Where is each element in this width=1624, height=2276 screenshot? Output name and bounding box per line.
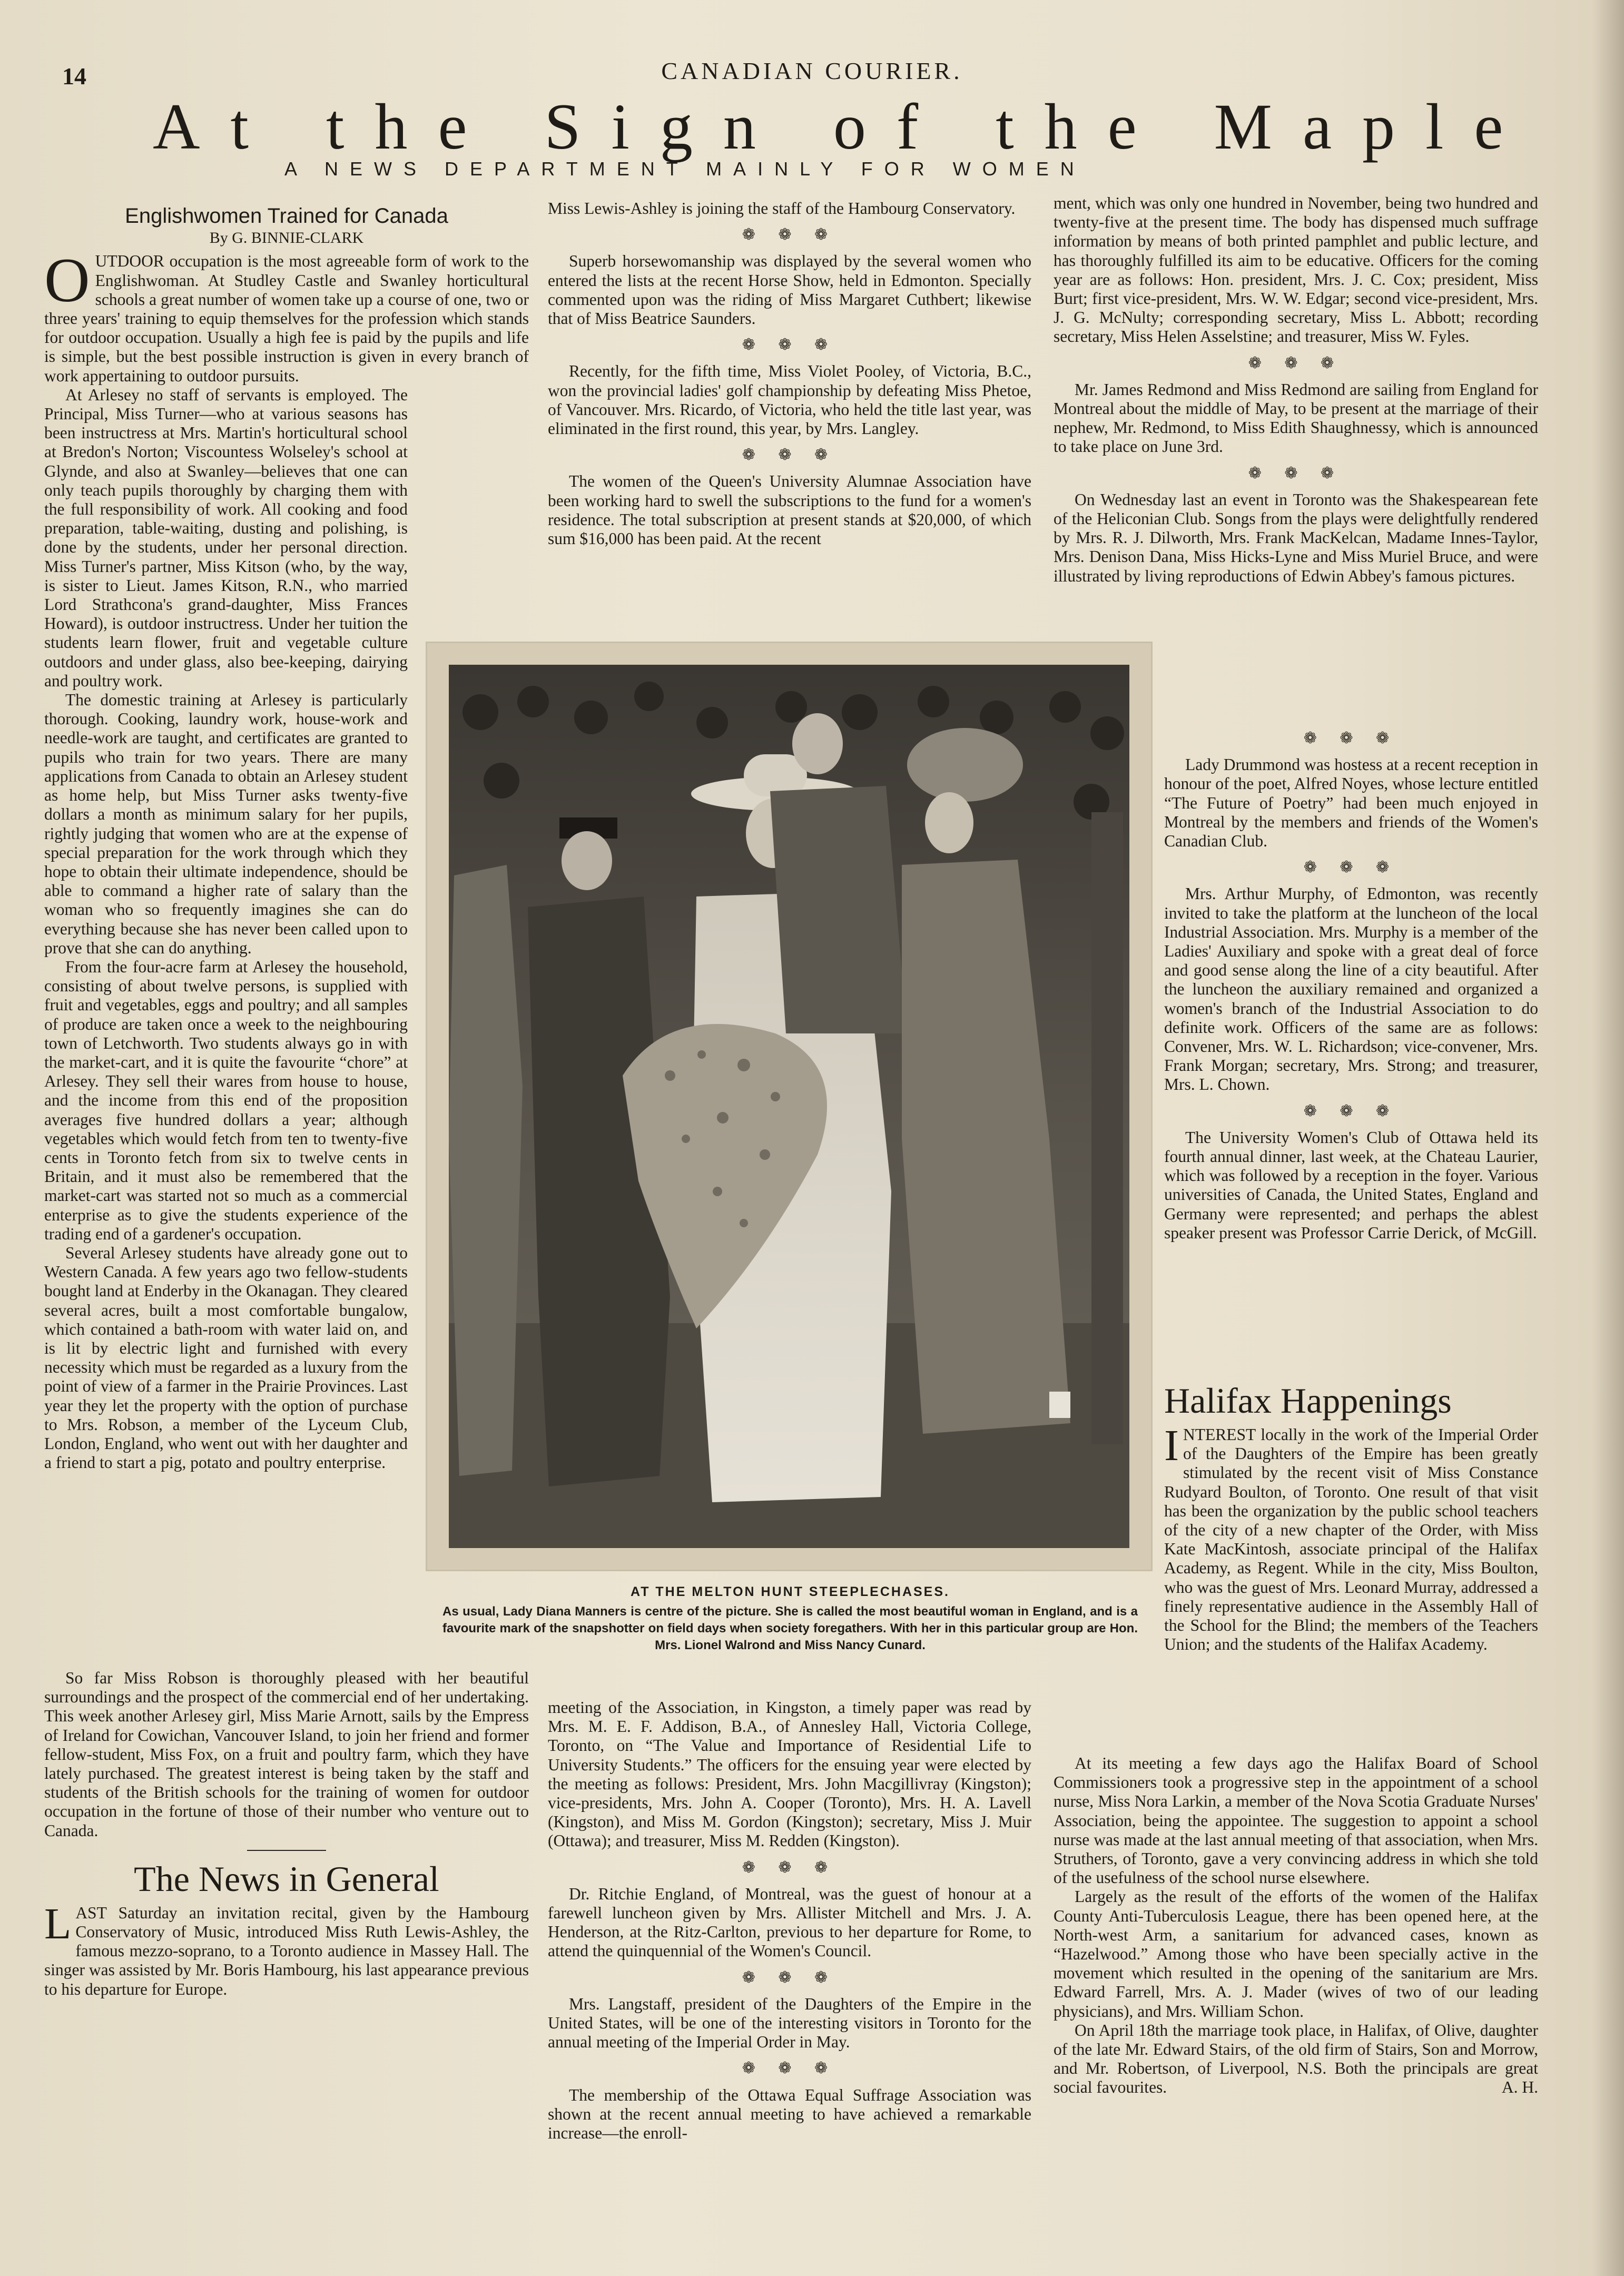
news-paragraph: The University Women's Club of Ottawa held its fourth annual dinner, last week, at the Chateau Laurier, which was followed by a reception in the foyer. Various universities of Canada, the United States, England and Germany were represented; and perhaps the ablest speaker present was Professor Carrie Derick, of McGill.: [1164, 1128, 1538, 1242]
drop-cap: O: [44, 245, 90, 316]
signoff: A. H.: [1501, 2078, 1538, 2097]
ornament: ❁ ❁ ❁: [1303, 1102, 1399, 1120]
ornament: ❁ ❁ ❁: [742, 446, 838, 464]
drop-cap: I: [1164, 1421, 1179, 1470]
news-paragraph: meeting of the Association, in Kingston, a timely paper was read by Mrs. M. E. F. Addison, B.A., of Annesley Hall, Victoria College, Toronto, on “The Value and Importance of Residential Life to University Students.” The officers for the ensuing year were elected by the meeting as follows: President, Mrs. John Macgillivray (Kingston); vice-presidents, Mrs. John A. Cooper (Toronto), Mrs. H. A. Lavell (Kingston), and Miss M. Gordon (Kingston); secretary, Miss J. Muir (Ottawa); and treasurer, Miss M. Redden (Kingston).: [548, 1698, 1031, 1850]
news-paragraph: Largely as the result of the efforts of the women of the Halifax County Anti-Tuberculosis League, there has been opened here, at the North-west Arm, a sanitarium for advanced cases, known as “Hazelwood.” Among those who have been specially active in the movement which resulted in the opening of the sanitarium are Mrs. Edward Farrell, Mrs. A. J. Mader (wives of two of our leading physicians), and Mrs. William Schon.: [1054, 1887, 1538, 2021]
news-paragraph: The women of the Queen's University Alumnae Association have been working hard to swell the subscriptions to the fund for a women's residence. The total subscription at present stands at $20,000, of which sum $16,000 has been paid. At the recent: [548, 472, 1031, 548]
section-masthead: At the Sign of the Maple: [153, 91, 1534, 163]
divider: [247, 1850, 326, 1851]
article-title: Englishwomen Trained for Canada: [125, 204, 448, 228]
ornament: ❁ ❁ ❁: [1248, 354, 1344, 372]
news-paragraph: Recently, for the fifth time, Miss Violet Pooley, of Victoria, B.C., won the provincial ladies' golf championship by defeating Miss Phetoe, of Vancouver. Mrs. Ricardo, of Victoria, who held the title last year, was eliminated in the first round, this year, by Mrs. Langley.: [548, 362, 1031, 438]
running-head: CANADIAN COURIER.: [661, 57, 963, 84]
ornament: ❁ ❁ ❁: [742, 226, 838, 244]
article-paragraph: At Arlesey no staff of servants is employed. The Principal, Miss Turner—who at various seasons has been instructress at Mrs. Martin's horticultural school at Bredon's Norton; Viscountess Wolseley's school at Glynde, and also at Swanley—believes that one can only teach pupils thoroughly by charging them with the full responsibility of work. All cooking and food preparation, table-waiting, dusting and polishing, is done by the students, under her personal direction. Miss Turner's partner, Miss Kitson (who, by the way, is sister to Lieut. James Kitson, R.N., who married Lord Strathcona's grand-daughter, Miss Frances Howard), is outdoor instructress. Under her tuition the students learn flower, fruit and vegetable culture outdoors and under glass, also bee-keeping, dairying and poultry work.: [44, 385, 408, 690]
halifax-section: [1164, 1380, 1538, 1654]
column-2-top: [548, 199, 1031, 548]
photo-caption: [442, 1583, 1138, 1654]
news-paragraph: Superb horsewomanship was displayed by the several women who entered the lists at the recent Horse Show, held in Edmonton. Specially commented upon was the riding of Miss Margaret Cuthbert; likewise that of Miss Beatrice Saunders.: [548, 252, 1031, 328]
column-2-bottom: [548, 1698, 1031, 2143]
news-paragraph: LAST Saturday an invitation recital, given by the Hambourg Conservatory of Music, introduced Miss Ruth Lewis-Ashley, the famous mezzo-soprano, to a Toronto audience in Massey Hall. The singer was assisted by Mr. Boris Hambourg, his last appearance previous to his departure for Europe.: [44, 1899, 529, 1998]
binding-shadow: [1592, 0, 1624, 2276]
news-paragraph: ment, which was only one hundred in November, being two hundred and twenty-five at the present time. The body has dispensed much suffrage information by means of both printed pamphlet and public lecture, and has thoroughly fulfilled its aim to be educative. Officers for the coming year are as follows: Hon. president, Mrs. J. C. Cox; president, Miss Burt; first vice-president, Mrs. W. W. Edgar; second vice-president, Mrs. J. G. McNulty; corresponding secretary, Miss L. Abbott; recording secretary, Miss Helen Asselstine; and treasurer, Miss W. Fyles.: [1054, 194, 1538, 346]
ornament: ❁ ❁ ❁: [742, 1858, 838, 1876]
news-paragraph: Miss Lewis-Ashley is joining the staff of the Hambourg Conservatory.: [548, 199, 1016, 218]
caption-title: AT THE MELTON HUNT STEEPLECHASES.: [631, 1584, 950, 1599]
news-paragraph: Mr. James Redmond and Miss Redmond are sailing from England for Montreal about the middle of May, to be present at the marriage of their nephew, Mr. Redmond, to Miss Edith Shaughnessy, which is announced to take place on June 3rd.: [1054, 380, 1538, 456]
column-1-lower: [44, 1669, 529, 1999]
halifax-section-lower: [1054, 1754, 1538, 2097]
news-paragraph: Dr. Ritchie England, of Montreal, was the guest of honour at a farewell luncheon given by Mrs. Allister Mitchell and Mrs. J. A. Henderson, at the Ritz-Carlton, previous to her departure for Rome, to attend the quinquennial of the Women's Council.: [548, 1884, 1031, 1960]
ornament: ❁ ❁ ❁: [1303, 730, 1399, 747]
article-paragraph: Several Arlesey students have already gone out to Western Canada. A few years ago two fellow-students bought land at Enderby in the Okanagan. They cleared several acres, built a most comfortable bungalow, which contained a bath-room with water laid on, and is lit by electric light and furnished with every necessity which must be regarded as a luxury from the point of view of a farmer in the Prairie Provinces. Last year they let the property with the option of purchase to Mrs. Robson, a member of the Lyceum Club, London, England, who went out with her daughter and a friend to start a pig, potato and poultry enterprise.: [44, 1243, 408, 1472]
news-title: The News in General: [134, 1858, 439, 1899]
news-paragraph: Mrs. Arthur Murphy, of Edmonton, was recently invited to take the platform at the luncheon of the local Industrial Association. Mrs. Murphy is a member of the Ladies' Auxiliary and spoke with a great deal of force and good sense along the line of a city beautiful. After the luncheon the auxiliary remained and organized a women's branch of the Industrial Association to do definite work. Officers of the same are as follows: Convener, Mrs. W. L. Richardson; vice-convener, Mrs. Frank Morgan; secretary, Mrs. Strong; and treasurer, Mrs. L. Chown.: [1164, 884, 1538, 1094]
article-paragraph: OUTDOOR occupation is the most agreeable form of work to the Englishwoman. At Studley Castle and Swanley horticultural schools a great number of women take up a course of one, two or three years' training to equip themselves for the profession which stands for outdoor occupation. Usually a high fee is paid by the pupils and life is simple, but the best possible instruction is given in every branch of work appertaining to outdoor pursuits.: [44, 245, 529, 385]
ornament: ❁ ❁ ❁: [1303, 859, 1399, 876]
news-paragraph: INTEREST locally in the work of the Imperial Order of the Daughters of the Empire has been greatly stimulated by the recent visit of Miss Constance Rudyard Boulton, of Toronto. One result of that visit has been the organization by the public school teachers of the city of a new chapter of the Order, with Miss Kate MacKintosh, associate principal of the Halifax Academy, as Regent. While in the city, Miss Boulton, who was the guest of Mrs. Leonard Murray, addressed a finely representative audience in the Assembly Hall of the School for the Blind; the members of the Teachers Union; and the students of the Halifax Academy.: [1164, 1421, 1538, 1654]
ornament: ❁ ❁ ❁: [742, 2060, 838, 2077]
news-paragraph: At its meeting a few days ago the Halifax Board of School Commissioners took a progressive step in the appointment of a school nurse, Miss Nora Larkin, a member of the Nova Scotia Graduate Nurses' Association, being the appointee. The suggestion to appoint a school nurse was made at the last annual meeting of that association, when Mrs. Struthers, of Toronto, gave a very convincing address in which she told of the usefulness of the school nurse elsewhere.: [1054, 1754, 1538, 1887]
news-paragraph: Lady Drummond was hostess at a recent reception in honour of the poet, Alfred Noyes, whose lecture entitled “The Future of Poetry” had been much enjoyed in Montreal by the members and friends of the Women's Canadian Club.: [1164, 755, 1538, 851]
column-3-narrow: [1164, 722, 1538, 1243]
page-number: 14: [62, 63, 86, 90]
news-paragraph: Mrs. Langstaff, president of the Daughters of the Empire in the United States, will be one of the interesting visitors in Toronto for the annual meeting of the Imperial Order in May.: [548, 1994, 1031, 2052]
steeplechase-photo: [449, 665, 1129, 1548]
halifax-title: Halifax Happenings: [1164, 1381, 1452, 1421]
article-byline: By G. BINNIE-CLARK: [209, 229, 364, 247]
news-paragraph: The membership of the Ottawa Equal Suffrage Association was shown at the recent annual meeting to have achieved a remarkable increase—the enroll-: [548, 2085, 1031, 2143]
ornament: ❁ ❁ ❁: [742, 336, 838, 354]
news-paragraph: On April 18th the marriage took place, in Halifax, of Olive, daughter of the late Mr. Edward Stairs, of the old firm of Stairs, Son and Morrow, and Mr. Robertson, of Liverpool, N.S. Both the principals are great social favourites. A. H.: [1054, 2021, 1538, 2097]
article-paragraph: So far Miss Robson is thoroughly pleased with her beautiful surroundings and the prospect of the commercial end of her undertaking. This week another Arlesey girl, Miss Marie Arnott, sails by the Empress of Ireland for Cowichan, Vancouver Island, to join her friend and former fellow-student, Miss Fox, on a fruit and poultry farm, which they have lately purchased. The greatest interest is being taken by the staff and students of the British schools for the training of women for outdoor occupation in the fortune of those of their number who venture out to Canada.: [44, 1669, 529, 1840]
news-paragraph: On Wednesday last an event in Toronto was the Shakespearean fete of the Heliconian Club. Songs from the plays were delightfully rendered by Mrs. R. J. Dilworth, Mrs. Frank MacKelcan, Madame Innes-Taylor, Mrs. Denison Dana, Miss Hicks-Lyne and Miss Muriel Bruce, and were illustrated by living reproductions of Edwin Abbey's famous pictures.: [1054, 490, 1538, 585]
caption-body: As usual, Lady Diana Manners is centre of the picture. She is called the most beautiful woman in England, and is a favourite mark of the snapshotter on field days when society foregathers. With her in this particular group are Hon. Mrs. Lionel Walrond and Miss Nancy Cunard.: [442, 1604, 1138, 1652]
column-3: [1054, 194, 1538, 586]
article-paragraph: From the four-acre farm at Arlesey the household, consisting of about twelve persons, is supplied with fruit and vegetables, eggs and poultry; and all samples of produce are taken once a week to the neighbouring town of Letchworth. Two students always go in with the market-cart, and it is quite the favourite “chore” at Arlesey. They sell their wares from house to house, and the income from this end of the proposition averages five hundred dollars a year; although vegetables which would fetch from ten to twenty-five cents in Toronto fetch from six to twelve cents in Britain, and it must also be remembered that the market-cart was started not so much as a commercial enterprise as to give the students experience of the trading end of a gardener's occupation.: [44, 957, 408, 1243]
article-paragraph: The domestic training at Arlesey is particularly thorough. Cooking, laundry work, house-work and needle-work are taught, and certificates are granted to pupils who train for two years. There are many applications from Canada to obtain an Arlesey student as home help, but Miss Turner asks twenty-five dollars a month as minimum salary for her pupils, rightly judging that women who are at the expense of special preparation for the work through which they hope to obtain their ultimate independence, should be able to command a higher rate of salary than the woman who so frequently imagines she can do everything because she has never been called upon to prove that she can do anything.: [44, 691, 408, 957]
ornament: ❁ ❁ ❁: [742, 1968, 838, 1986]
drop-cap: L: [44, 1899, 72, 1948]
ornament: ❁ ❁ ❁: [1248, 464, 1344, 482]
section-subhead: A NEWS DEPARTMENT MAINLY FOR WOMEN: [284, 158, 1086, 180]
